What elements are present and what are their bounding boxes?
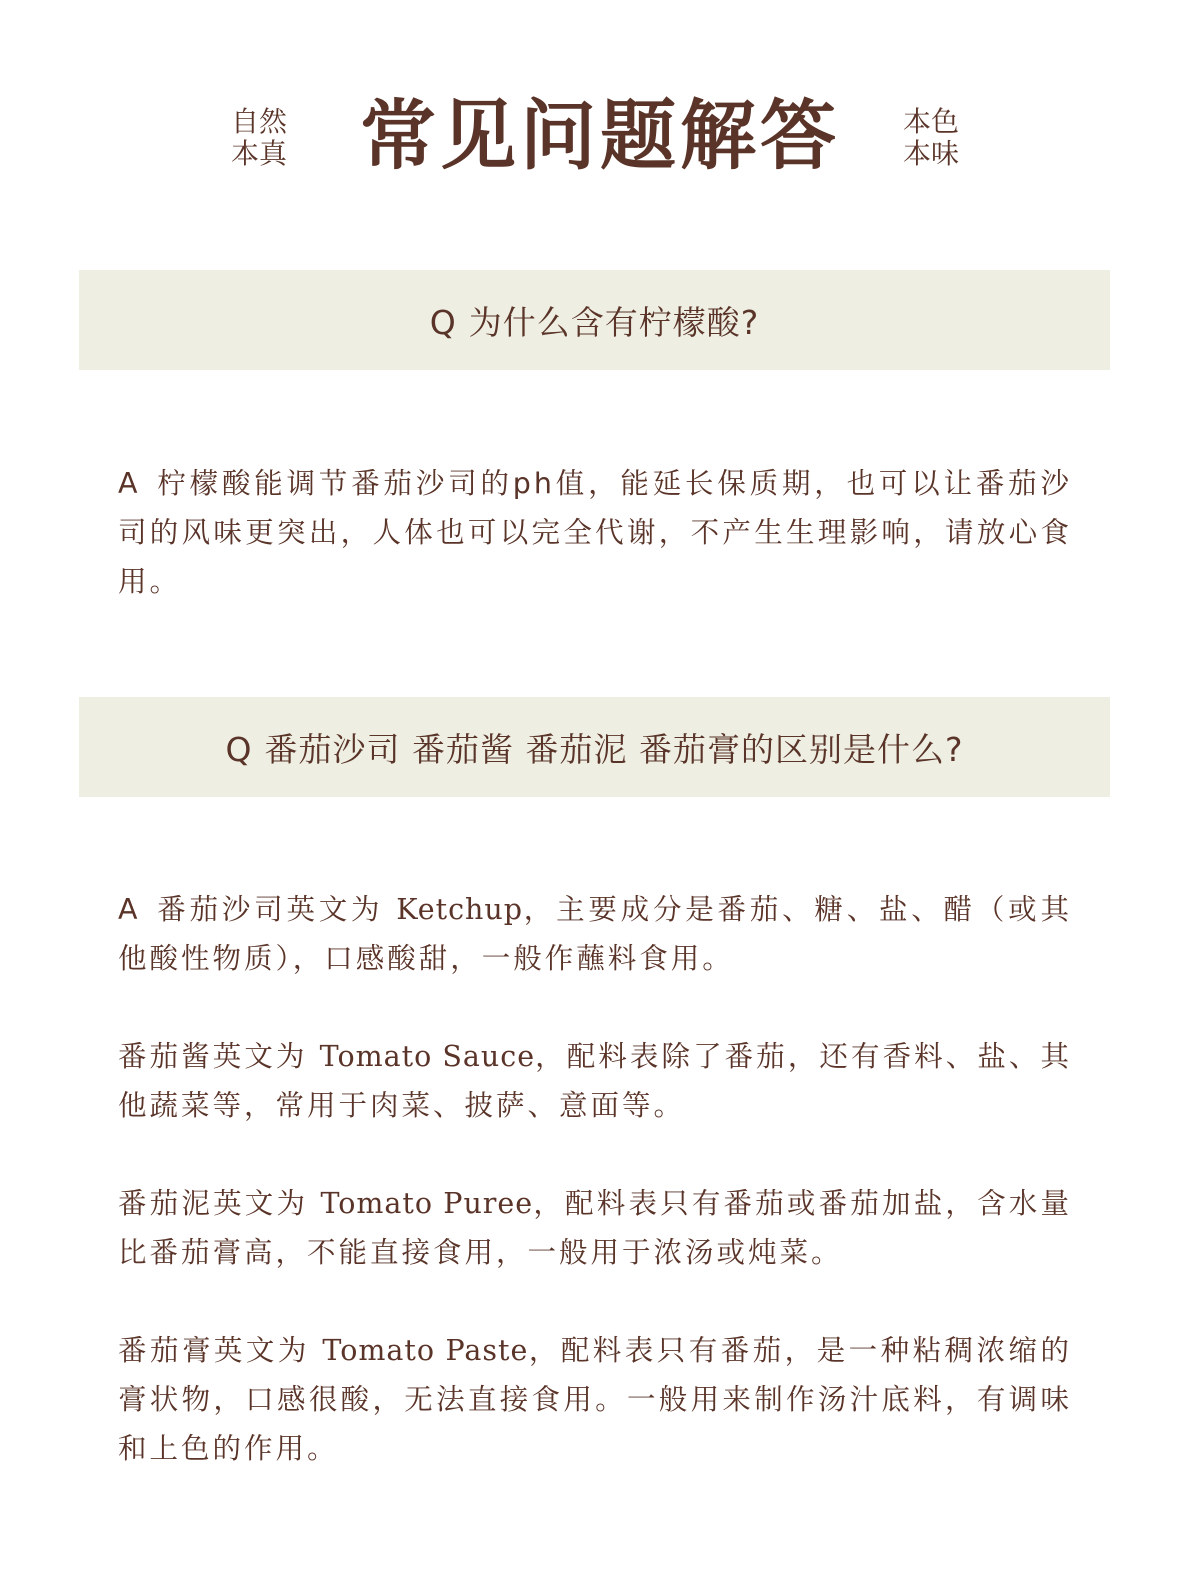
english-term: Tomato Paste bbox=[322, 1334, 529, 1367]
question-marker: Q bbox=[429, 302, 457, 342]
answer-paragraph-paste bbox=[118, 1326, 1072, 1473]
page-header bbox=[0, 88, 1200, 188]
answer-text: 番茄沙司英文为 bbox=[156, 893, 384, 926]
answer-2 bbox=[118, 885, 1072, 1473]
answer-text: ，配料表除了番茄，还有香料、盐、其他蔬菜等，常用于肉菜、披萨、意面等。 bbox=[118, 1040, 1072, 1122]
question-text: 番茄沙司 番茄酱 番茄泥 番茄膏的区别是什么? bbox=[264, 729, 964, 769]
question-bar-1 bbox=[79, 270, 1110, 370]
answer-paragraph-sauce bbox=[118, 1032, 1072, 1130]
question-1 bbox=[430, 297, 760, 344]
right-slogan-line1: 本色 bbox=[902, 105, 959, 138]
left-slogan-line2: 本真 bbox=[230, 137, 287, 170]
answer-paragraph-ketchup bbox=[118, 885, 1072, 983]
question-bar-2 bbox=[79, 697, 1110, 797]
question-2 bbox=[226, 724, 964, 771]
left-slogan-line1: 自然 bbox=[230, 105, 287, 138]
english-term: Tomato Puree bbox=[320, 1187, 534, 1220]
answer-text: 番茄泥英文为 bbox=[118, 1187, 309, 1220]
answer-text: ，配料表只有番茄，是一种粘稠浓缩的膏状物，口感很酸，无法直接食用。一般用来制作汤汁底料，有调味和上色的作用。 bbox=[118, 1334, 1072, 1465]
question-text: 为什么含有柠檬酸? bbox=[468, 302, 760, 342]
answer-text: 番茄膏英文为 bbox=[118, 1334, 310, 1367]
answer-paragraph-puree bbox=[118, 1179, 1072, 1277]
right-slogan-line2: 本味 bbox=[902, 137, 959, 170]
answer-1 bbox=[118, 459, 1072, 606]
answer-text: 番茄酱英文为 bbox=[118, 1040, 308, 1073]
answer-paragraph bbox=[118, 459, 1072, 606]
answer-marker: A bbox=[118, 467, 141, 500]
english-term: Tomato Sauce bbox=[319, 1040, 536, 1073]
left-slogan bbox=[224, 106, 294, 170]
page-title: 常见问题解答 bbox=[360, 91, 840, 180]
answer-text: ，配料表只有番茄或番茄加盐，含水量比番茄膏高，不能直接食用，一般用于浓汤或炖菜。 bbox=[118, 1187, 1072, 1269]
right-slogan bbox=[896, 106, 966, 170]
english-term: Ketchup bbox=[396, 893, 523, 926]
question-marker: Q bbox=[225, 729, 253, 769]
answer-text: ，主要成分是番茄、糖、盐、醋（或其他酸性物质），口感酸甜，一般作蘸料食用。 bbox=[118, 893, 1072, 975]
answer-text: 柠檬酸能调节番茄沙司的ph值，能延长保质期，也可以让番茄沙司的风味更突出，人体也可以完全代谢，不产生生理影响，请放心食用。 bbox=[118, 467, 1072, 598]
answer-marker: A bbox=[118, 893, 141, 926]
